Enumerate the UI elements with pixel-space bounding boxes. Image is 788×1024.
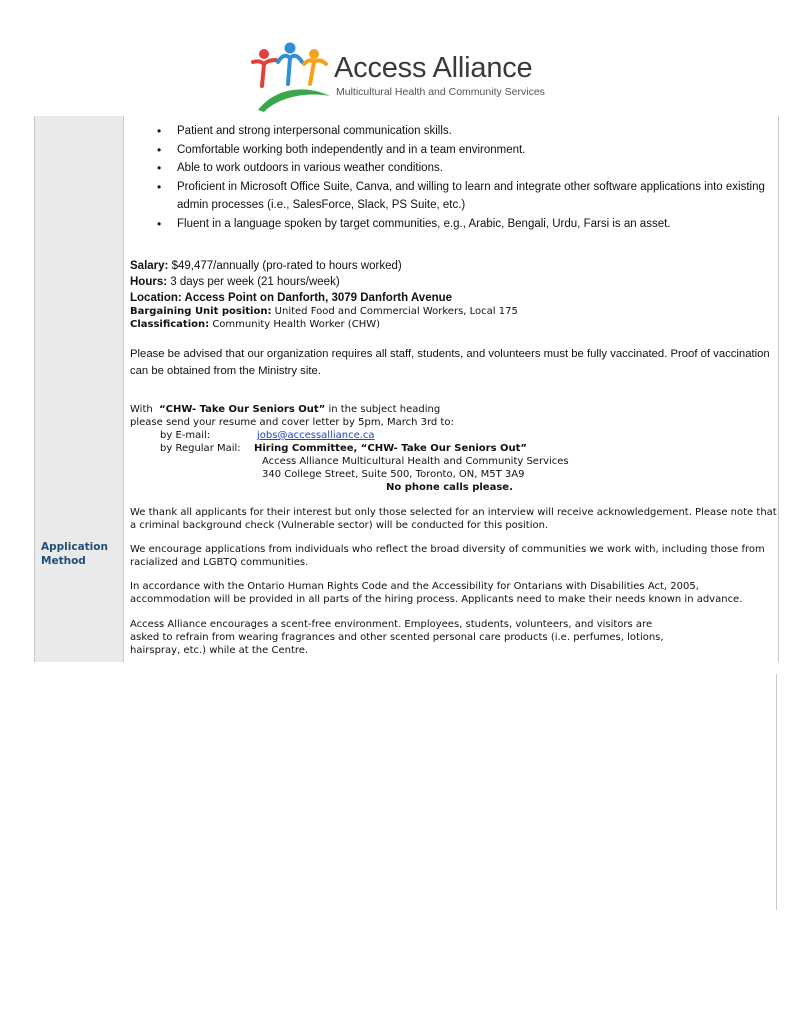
table-right-border-lower [776, 674, 777, 910]
apply-with-line: With “CHW- Take Our Seniors Out” in the subject heading [130, 404, 441, 415]
list-item: • Able to work outdoors in various weather conditions. [130, 159, 770, 178]
people-icon [250, 40, 334, 114]
label-column [34, 116, 124, 662]
vaccination-note: Please be advised that our organization requires all staff, students, and volunteers must be fully vaccinated. Proof of vaccination can be obtained from the Ministry site. [130, 348, 770, 377]
scent-line-1: Access Alliance encourages a scent-free environment. Employees, students, volunteers, and visitors are [130, 619, 653, 630]
apply-send-line: please send your resume and cover letter by 5pm, March 3rd to: [130, 417, 454, 428]
column-divider [123, 116, 124, 662]
brand-name: Access Alliance [334, 52, 533, 84]
mail-recipient: Hiring Committee, “CHW- Take Our Seniors Out” [254, 443, 527, 454]
no-calls-note: No phone calls please. [386, 482, 513, 493]
location-line: Location: Access Point on Danforth, 3079 Danforth Avenue [130, 292, 453, 304]
scent-line-3: hairspray, etc.) while at the Centre. [130, 645, 309, 656]
list-item: • Comfortable working both independently and in a team environment. [130, 141, 770, 160]
access-alliance-logo [250, 40, 545, 114]
scent-line-2: asked to refrain from wearing fragrances and other scented personal care products (i.e. perfumes, lotions, [130, 632, 664, 643]
mail-label: by Regular Mail: [160, 443, 241, 454]
list-item: • Fluent in a language spoken by target communities, e.g., Arabic, Bengali, Urdu, Farsi is an asset. [130, 215, 770, 234]
address-line-1: Access Alliance Multicultural Health and Community Services [262, 456, 569, 467]
application-method-label: Application Method [41, 541, 108, 567]
email-link[interactable]: jobs@accessalliance.ca [257, 430, 375, 441]
email-label: by E-mail: [160, 430, 211, 441]
address-line-2: 340 College Street, Suite 500, Toronto, ON, M5T 3A9 [262, 469, 525, 480]
list-item: • Proficient in Microsoft Office Suite, Canva, and willing to learn and integrate other software applications into existing admin processes (i.e., SalesForce, Slack, PS Suite, etc.) [130, 178, 770, 215]
thanks-paragraph: We thank all applicants for their interest but only those selected for an interview will receive acknowledgement. Please note that a criminal background check (Vulnerable sector) will be conducted for this position. [130, 507, 777, 531]
requirements-list [130, 122, 770, 233]
bargaining-line: Bargaining Unit position: United Food and Commercial Workers, Local 175 [130, 306, 518, 317]
table-right-border [778, 116, 779, 662]
salary-line: Salary: $49,477/annually (pro-rated to hours worked) [130, 260, 402, 272]
brand-subtitle: Multicultural Health and Community Services [336, 86, 545, 98]
diversity-paragraph: We encourage applications from individuals who reflect the broad diversity of communities we work with, including those from racialized and LGBTQ communities. [130, 544, 765, 568]
list-item: • Patient and strong interpersonal communication skills. [130, 122, 770, 141]
hours-line: Hours: 3 days per week (21 hours/week) [130, 276, 340, 288]
accommodation-paragraph: In accordance with the Ontario Human Rights Code and the Accessibility for Ontarians with Disabilities Act, 2005, accommodation will be provided in all parts of the hiring process. Applicants need to make their needs known in advance. [130, 581, 743, 605]
classification-line: Classification: Community Health Worker (CHW) [130, 319, 380, 330]
